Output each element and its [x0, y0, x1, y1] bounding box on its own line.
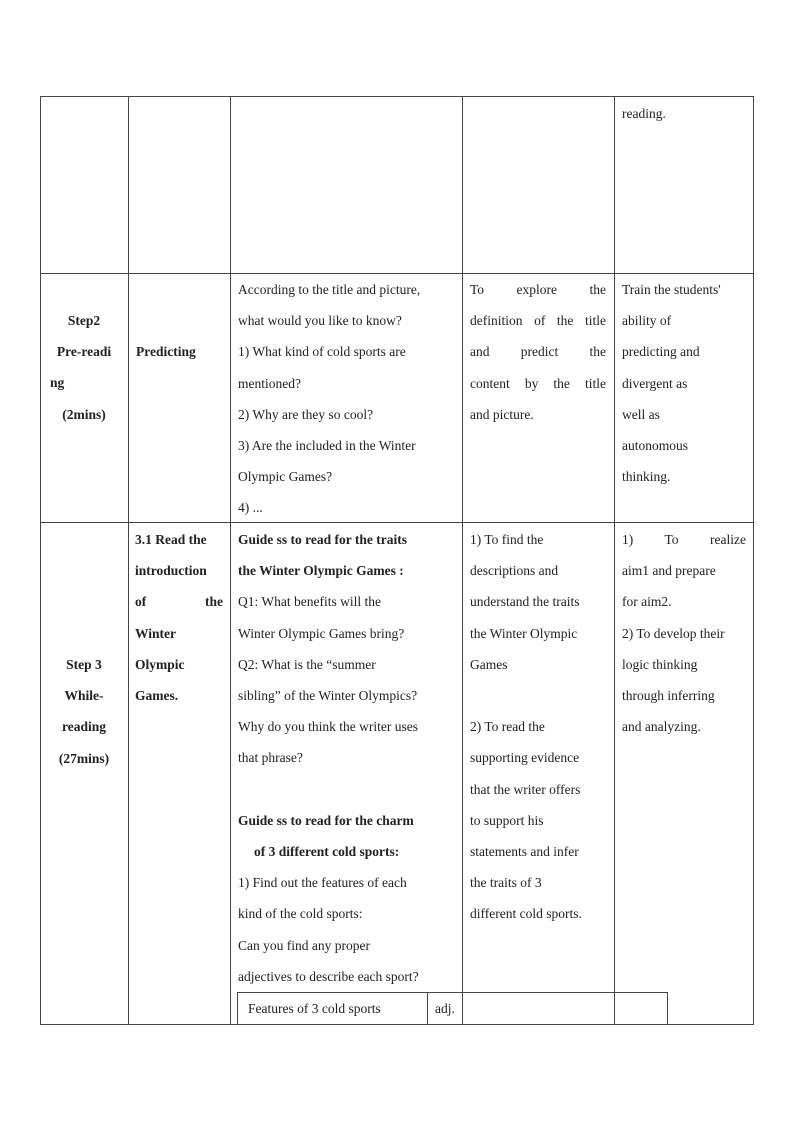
row3-activity-line: Olympic: [135, 656, 185, 672]
col-line-4: [614, 96, 615, 1025]
row3-activity-line: 3.1 Read the: [135, 532, 207, 547]
col-line-0: [40, 96, 41, 1025]
row3-purpose1-line: descriptions and: [470, 563, 559, 579]
row3-activity-line: Games.: [135, 688, 179, 704]
inner-table-header-features: [248, 993, 426, 1024]
row3-activity-line: introduction: [135, 563, 207, 579]
row3-content-cell: [238, 524, 452, 992]
row3-purpose2-line: to support his: [470, 812, 544, 828]
row3-guide1-line: Guide ss to read for the traits: [238, 532, 407, 547]
row3-purpose2-line: the traits of 3: [470, 875, 542, 891]
row2-purpose-line: and picture.: [470, 406, 534, 422]
row2-purpose-cell: [470, 274, 606, 430]
row3-activity-line: Winter: [135, 625, 176, 641]
row3-content1-line: Q1: What benefits will the: [238, 594, 381, 610]
row3-content2-line: Can you find any proper: [238, 937, 370, 953]
row3-content2-line: adjectives to describe each sport?: [238, 968, 419, 984]
row2-aim-line: predicting and: [622, 344, 700, 360]
row3-aim-line: and analyzing.: [622, 719, 701, 735]
row2-content-cell: [238, 274, 452, 524]
row3-guide1-line: the Winter Olympic Games :: [238, 563, 404, 579]
row2-aim-line: autonomous: [622, 438, 688, 454]
row2-content-line: mentioned?: [238, 375, 301, 391]
blank-line: [238, 774, 452, 805]
row3-purpose2-line: that the writer offers: [470, 781, 581, 797]
row3-step-line: Step 3: [66, 657, 102, 672]
col-line-5: [753, 96, 754, 1025]
row2-aim-line: well as: [622, 406, 660, 422]
row3-step-line: (27mins): [58, 750, 110, 766]
row3-purpose1-line: the Winter Olympic: [470, 625, 578, 641]
inner-table-right: [667, 992, 668, 1025]
row2-content-line: 1) What kind of cold sports are: [238, 344, 406, 360]
row3-aim-line: logic thinking: [622, 656, 698, 672]
row2-step-line: ng: [50, 375, 65, 391]
row2-step-line: Step2: [67, 313, 101, 328]
row3-step-line: While-: [64, 688, 104, 704]
row3-purpose-cell: [470, 524, 606, 930]
row1-aim-text: reading.: [622, 106, 666, 121]
row3-content1-line: Q2: What is the “summer: [238, 656, 376, 672]
row3-content1-line: sibling” of the Winter Olympics?: [238, 688, 418, 704]
row2-content-line: Olympic Games?: [238, 469, 333, 485]
row3-guide2-line: Guide ss to read for the charm: [238, 812, 414, 828]
row3-content1-line: Why do you think the writer uses: [238, 719, 418, 735]
row2-content-line: 2) Why are they so cool?: [238, 406, 374, 422]
row3-content1-line: that phrase?: [238, 750, 303, 766]
row2-purpose-line: To explore the: [470, 282, 606, 297]
row2-activity-cell: [136, 336, 226, 367]
row3-aim-line: for aim2.: [622, 594, 672, 610]
row2-aim-line: ability of: [622, 313, 672, 329]
row3-step-cell: [42, 649, 126, 774]
table-border-top: [40, 96, 754, 97]
row3-aim-line: through inferring: [622, 688, 715, 704]
row2-content-line: According to the title and picture,: [238, 282, 421, 297]
row3-purpose1-line: understand the traits: [470, 594, 580, 610]
row3-purpose1-line: 1) To find the: [470, 532, 544, 547]
inner-table-divider: [427, 992, 428, 1025]
row2-content-line: what would you like to know?: [238, 313, 402, 329]
row2-step-line: Pre-readi: [56, 344, 112, 360]
row3-activity-line: of the: [135, 594, 223, 610]
row3-purpose2-line: statements and infer: [470, 844, 579, 860]
row3-activity-cell: [135, 524, 223, 711]
col-line-3: [462, 96, 463, 993]
row3-aim-line: 2) To develop their: [622, 625, 725, 641]
row3-step-line: reading: [61, 719, 106, 735]
row3-aim-cell: [622, 524, 746, 742]
row2-purpose-line: and predict the: [470, 344, 606, 360]
row2-aim-line: divergent as: [622, 375, 688, 391]
row2-content-line: 3) Are the included in the Winter: [238, 438, 416, 454]
col-line-2: [230, 96, 231, 1025]
row3-purpose2-line: 2) To read the: [470, 719, 545, 735]
row3-purpose2-line: different cold sports.: [470, 906, 582, 922]
row3-content2-line: 1) Find out the features of each: [238, 875, 407, 891]
row2-content-line: 4) ...: [238, 500, 263, 516]
row2-aim-line: Train the students': [622, 282, 721, 297]
row2-purpose-line: content by the title: [470, 375, 606, 391]
row2-purpose-line: definition of the title: [470, 313, 606, 329]
inner-table-left: [237, 992, 238, 1025]
row2-aim-line: thinking.: [622, 469, 671, 485]
row3-content2-line: kind of the cold sports:: [238, 906, 363, 922]
inner-col1-label: Features of 3 cold sports: [248, 1001, 381, 1016]
row3-aim-line: 1) To realize: [622, 532, 746, 547]
inner-col2-label: adj.: [435, 1001, 455, 1016]
col-line-1: [128, 96, 129, 1025]
row3-guide2-line: of 3 different cold sports:: [254, 844, 400, 860]
row2-aim-cell: [622, 274, 746, 492]
row2-step-line: (2mins): [62, 406, 106, 422]
row3-aim-line: aim1 and prepare: [622, 563, 716, 579]
row2-step-cell: [42, 305, 126, 430]
inner-table-header-adj: [435, 993, 461, 1024]
row3-purpose1-line: Games: [470, 656, 508, 672]
row2-activity: Predicting: [136, 344, 196, 359]
blank-line: [470, 680, 606, 711]
row3-content1-line: Winter Olympic Games bring?: [238, 625, 405, 641]
row1-aim-cell: [622, 98, 746, 129]
inner-table-divider-2: [462, 992, 463, 1025]
row3-purpose2-line: supporting evidence: [470, 750, 580, 766]
